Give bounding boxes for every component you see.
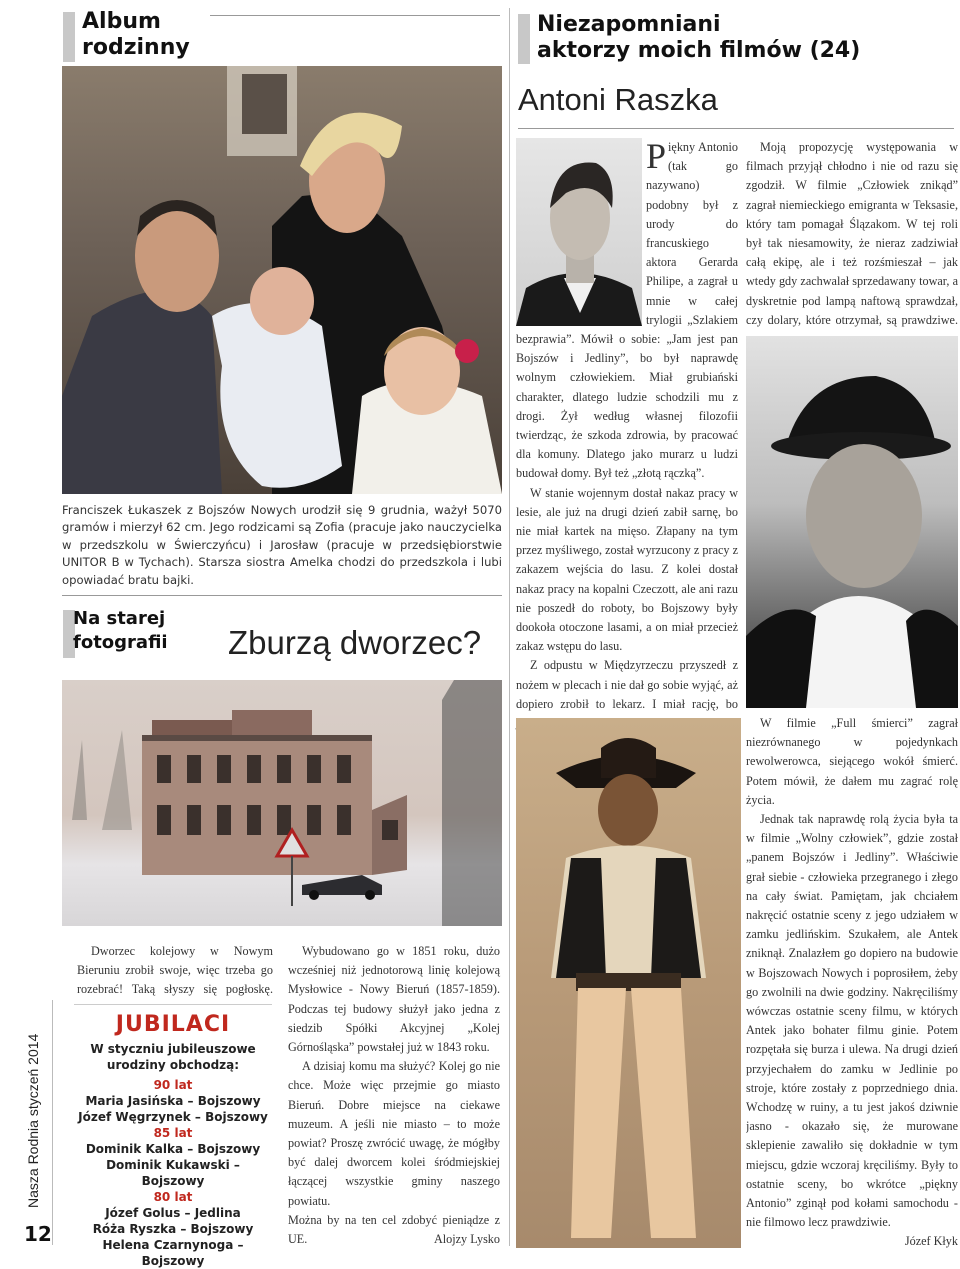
jubilaci-age-85: 85 lat bbox=[153, 1126, 193, 1140]
old-photo-text-col1 bbox=[77, 942, 273, 1000]
actors-col2-para2: W filmie „Full śmierci” zagrał niezrównanego w pojedynkach rewolwerowca, siejącego wokół śmierć. Potem mówił, że dałem mu zagrać rolę życia. bbox=[746, 716, 958, 807]
jubilaci-box bbox=[74, 1004, 272, 1269]
jubilaci-title: JUBILACI bbox=[115, 1012, 231, 1037]
family-photo bbox=[62, 66, 502, 494]
jubilaci-intro-line1: W styczniu jubileuszowe bbox=[90, 1042, 256, 1056]
jubilaci-intro bbox=[74, 1041, 272, 1073]
actor-name: Antoni Raszka bbox=[518, 82, 718, 117]
actors-author: Józef Kłyk bbox=[904, 1234, 958, 1249]
page-divider bbox=[509, 8, 510, 1246]
actors-col2-bottom bbox=[746, 714, 958, 1252]
jubilaci-person: Dominik Kalka – Bojszowy bbox=[85, 1142, 261, 1156]
actors-col1-para2: W stanie wojennym dostał nakaz pracy w lesie, ale już na drugi dzień zabił sarnę, bo nie miał kartek na mięso. Złapany na tym przez myśliwego, został wyrzucony z pracy z zakazem wejścia do lasu. Z kolei dostał nakaz pracy na kopalni Czeczott, ale ani razu nie poszedł do roboty, bo Bojszowy były dookoła otoczone lasami, a on miał przecież zakaz wstępu do lasu. bbox=[516, 485, 738, 654]
railway-station-image bbox=[62, 680, 502, 926]
actors-heading-bar bbox=[518, 14, 530, 64]
portrait-float bbox=[516, 138, 646, 328]
jubilaci-person: Józef Węgrzynek – Bojszowy bbox=[78, 1110, 268, 1124]
actors-col1-para1: iękny Antonio (tak go nazywano) podobny był z urody do francuskiego aktora Gerarda Philipe, a zagrał u mnie w całej trylogii „Szlakiem bezprawia”. Mówił o sobie: „Jam jest pan Bojszów i Jedliny”, bo był naprawdę wolnym człowiekiem. Miał grubiański charakter, dlatego ludzie schodzili mu z drogi. Żył według własnej filozofii twierdząc, że szkoda zdrowia, by pracować dla komuny. Dlatego jako murarz u ludzi budował domy. Był też „złotą rączką”. bbox=[516, 140, 738, 481]
family-photo-image bbox=[62, 66, 502, 494]
actors-col1-para3: Z odpustu w Międzyrzeczu przyszedł z nożem w plecach i nie dał go sobie wyjąć, aż dopiero zrobił to lekarz. I miał rację, bo bbox=[516, 658, 738, 711]
album-heading-line1: Album bbox=[82, 9, 161, 34]
railway-station-photo bbox=[62, 680, 502, 926]
cowboy-image bbox=[516, 718, 741, 1248]
actors-heading-line1: Niezapomniani bbox=[537, 12, 721, 37]
dropcap: P bbox=[646, 136, 667, 176]
side-divider bbox=[52, 1000, 53, 1245]
jubilaci-intro-line2: urodziny obchodzą: bbox=[106, 1058, 240, 1072]
album-caption: Franciszek Łukaszek z Bojszów Nowych urodził się 9 grudnia, ważył 5070 gramów i mierzył 62 cm. Jego rodzicami są Zofia (pracuje jako nauczycielka w przedszkolu w Świerczyńcu) i Jarosław (pracuje w przedsiębiorstwie UNITOR B w Tychach). Starsza siostra Amelka chodzi do przedszkola i lubi opowiadać bratu bajki. bbox=[62, 503, 502, 587]
actors-col2-para3: Jednak tak naprawdę rolą życia była ta w filmie „Wolny człowiek”, gdzie został „panem Bojszów i Jedliny”. Właściwie grał siebie - człowieka przegranego i złego na cały świat. Pamiętam, jak chciałem nakręcić ostatnie sceny z jego udziałem w zamku jedlińskim. Szukałem, ale Antek zniknął. Znalazłem go dopiero na budowie w Bojszowach Nowych i poprosiłem, żeby go zwolnili na dwie godziny. Nakręciliśmy wówczas ostatnie sceny filmu, w których Antek jako bohater filmu ginie. Potem rozpętała się burza i ulewa. Na drugi dzień przyjechałem do zamku w Jedlinie po stroje, które zostały z poprzedniego dnia. Wchodzę w ruiny, a tu jest jakoś dziwnie jasno - okazało się, że murowane sklepienie zawaliło się dokładnie w tym miejscu, gdzie wczoraj kręciliśmy. Były to ostatnie sceny, bo wkrótce „piękny Antonio” zginął pod kołami samochodu - nie filmowo lecz prawdziwie. bbox=[746, 812, 958, 1230]
actors-col2-text bbox=[746, 138, 958, 330]
old-photo-para2: Wybudowano go w 1851 roku, dużo wcześniej niż jednotorową linię kolejową Mysłowice - Nowy Bieruń (1857-1859). Podczas tej budowy służył jako jedna z siedzib Spółki Akcyjnej „Kolej Górnośląska” powstałej już w 1843 roku. bbox=[288, 944, 500, 1055]
jubilaci-person: Helena Czarnynoga – Bojszowy bbox=[102, 1238, 244, 1268]
actors-rule bbox=[518, 128, 954, 129]
album-bottom-rule bbox=[62, 595, 502, 596]
jubilaci-rule bbox=[74, 1004, 272, 1005]
bowler-hat-image bbox=[746, 336, 958, 708]
album-heading-line2: rodzinny bbox=[82, 35, 190, 60]
magazine-issue-label: Nasza Rodnia styczeń 2014 bbox=[25, 1033, 41, 1208]
old-photo-author: Alojzy Lysko bbox=[433, 1232, 500, 1247]
old-photo-text-col2 bbox=[288, 942, 500, 1249]
cowboy-photo bbox=[516, 718, 741, 1248]
jubilaci-person: Józef Golus – Jedlina bbox=[105, 1206, 241, 1220]
old-photo-section-line1: Na starej bbox=[73, 608, 166, 629]
bowler-hat-photo bbox=[746, 336, 958, 708]
album-heading bbox=[82, 9, 190, 61]
jubilaci-person: Dominik Kukawski – Bojszowy bbox=[106, 1158, 240, 1188]
actors-col1-text bbox=[516, 138, 738, 772]
actors-heading bbox=[537, 12, 860, 64]
jubilaci-age-80: 80 lat bbox=[153, 1190, 193, 1204]
actors-heading-line2: aktorzy moich filmów (24) bbox=[537, 38, 861, 63]
jubilaci-person: Maria Jasińska – Bojszowy bbox=[85, 1094, 261, 1108]
album-heading-bar bbox=[63, 12, 75, 62]
actors-col2-para1: Moją propozycję występowania w filmach przyjął chłodno i nie od razu się zgodził. W filmie „Człowiek znikąd” zagrał niemieckiego emigranta w Teksasie, który tam pomagał Ślązakom. W tej roli był tak niesamowity, że nieraz zadziwiał całą ekipę, ale i też rozśmieszał – jak wtedy gdy zachwalał sprzedawany towar, a dyskretnie pod lampą naftową sprawdzał, czy dolary, które otrzymał, są prawdziwe. bbox=[746, 140, 958, 327]
jubilaci-list bbox=[74, 1077, 272, 1269]
old-photo-section-line2: fotografii bbox=[73, 632, 168, 653]
old-photo-para4: Można by na ten cel zdobyć pieniądze z UE. bbox=[288, 1212, 500, 1247]
old-photo-para1: Dworzec kolejowy w Nowym Bieruniu zrobił swoje, więc trzeba go rozebrać! Taką słyszy się pogłoskę. bbox=[77, 944, 273, 997]
jubilaci-age-90: 90 lat bbox=[153, 1078, 193, 1092]
old-photo-para3: A dzisiaj komu ma służyć? Kolej go nie chce. Może więc przejmie go miasto Bieruń. Dobre miejsce na ciekawe muzeum. A jeśli nie miasto – to może powiat? Proszę zwrócić uwagę, że mógłby być dalej dworcem kolei śródmiejskiej łączącej wszystkie gminy naszego powiatu. bbox=[288, 1059, 500, 1208]
page-number: 12 bbox=[24, 1222, 52, 1246]
old-photo-section bbox=[73, 607, 168, 655]
jubilaci-person: Róża Ryszka – Bojszowy bbox=[92, 1222, 254, 1236]
album-top-rule bbox=[210, 15, 500, 16]
old-photo-title: Zburzą dworzec? bbox=[228, 624, 482, 661]
